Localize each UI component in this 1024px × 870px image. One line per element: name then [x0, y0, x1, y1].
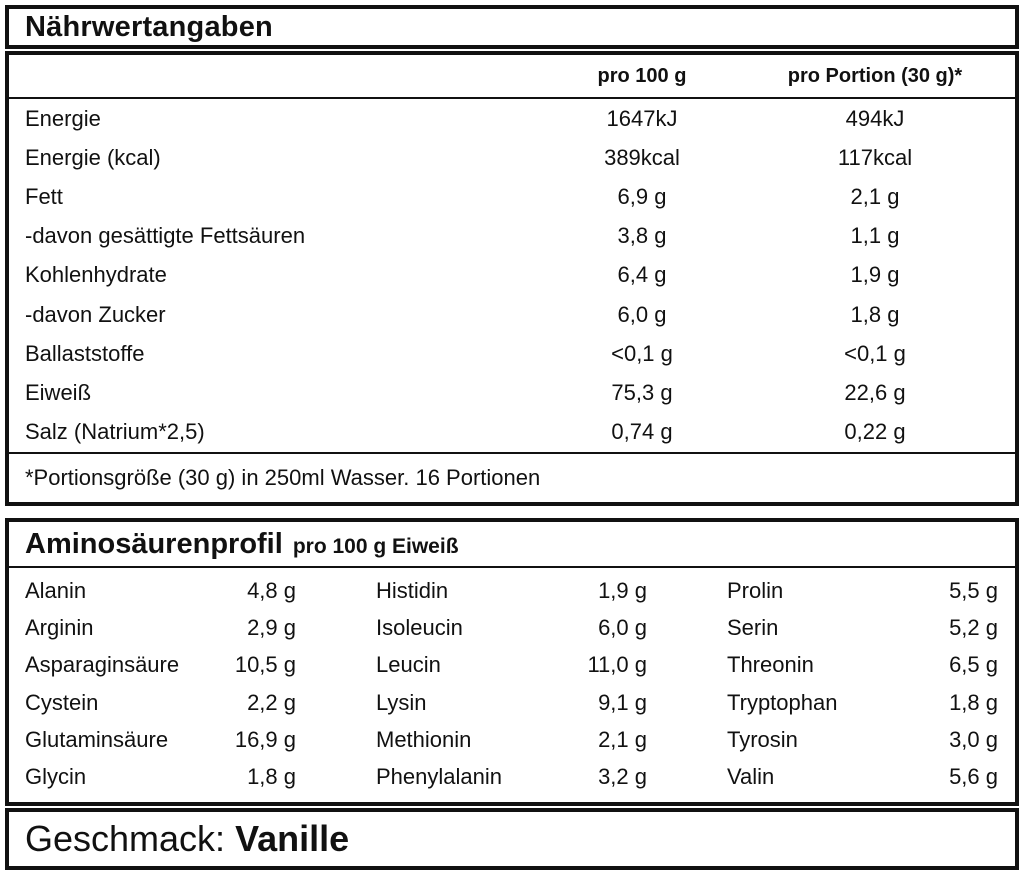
amino-value: 4,8 g: [247, 577, 296, 603]
row-label: Eiweiß: [25, 380, 92, 406]
row-label: Ballaststoffe: [25, 340, 145, 366]
amino-value: 11,0 g: [587, 652, 647, 678]
amino-row: [376, 684, 647, 721]
amino-row: [727, 647, 998, 684]
amino-name: Tryptophan: [727, 689, 838, 715]
table-row: [9, 256, 1015, 295]
row-value-portion: 1,8 g: [850, 301, 900, 327]
row-value-portion: 117kcal: [837, 144, 913, 170]
amino-column-1: [25, 572, 296, 796]
row-label: Salz (Natrium*2,5): [25, 419, 205, 445]
amino-value: 5,2 g: [949, 614, 998, 640]
amino-name: Valin: [727, 764, 775, 790]
row-label: Fett: [25, 184, 63, 210]
column-header-per-portion: pro Portion (30 g)*: [787, 64, 963, 87]
amino-value: 1,8 g: [949, 689, 998, 715]
amino-name: Asparaginsäure: [25, 652, 180, 678]
amino-name: Arginin: [25, 614, 94, 640]
row-label: Energie: [25, 105, 101, 131]
amino-value: 6,0 g: [598, 614, 647, 640]
flavor-label: Geschmack:: [25, 818, 226, 859]
table-row: [9, 334, 1015, 373]
row-value-per100: 1647kJ: [606, 105, 678, 131]
amino-row: [25, 647, 296, 684]
amino-name: Phenylalanin: [376, 764, 502, 790]
amino-row: [25, 609, 296, 646]
table-row: [9, 374, 1015, 413]
table-row: [9, 295, 1015, 334]
table-row: [9, 413, 1015, 452]
amino-acid-profile-box: [5, 518, 1019, 806]
amino-value: 3,2 g: [598, 764, 647, 790]
amino-value: 1,8 g: [247, 764, 296, 790]
amino-name: Threonin: [727, 652, 814, 678]
row-value-per100: 6,0 g: [617, 301, 667, 327]
row-value-per100: 6,4 g: [617, 262, 667, 288]
row-value-per100: 0,74 g: [611, 419, 673, 445]
amino-row: [376, 572, 647, 609]
amino-name: Serin: [727, 614, 779, 640]
amino-row: [376, 721, 647, 758]
flavor-value: Vanille: [235, 818, 350, 859]
amino-name: Glycin: [25, 764, 87, 790]
nutrition-table: [5, 51, 1019, 506]
row-value-per100: 6,9 g: [617, 184, 667, 210]
amino-value: 6,5 g: [949, 652, 998, 678]
row-value-per100: 389kcal: [604, 144, 680, 170]
row-value-per100: <0,1 g: [611, 340, 673, 366]
amino-row: [376, 647, 647, 684]
nutrition-table-header-row: [9, 55, 1015, 99]
amino-name: Histidin: [376, 577, 449, 603]
row-value-portion: 22,6 g: [844, 380, 906, 406]
amino-name: Tyrosin: [727, 726, 798, 752]
amino-value: 10,5 g: [234, 652, 296, 678]
row-value-portion: 494kJ: [845, 105, 905, 131]
nutrition-facts-title: Nährwertangaben: [25, 10, 273, 43]
row-value-portion: 1,1 g: [850, 223, 900, 249]
row-label: Energie (kcal): [25, 144, 161, 170]
amino-row: [25, 721, 296, 758]
amino-value: 2,2 g: [247, 689, 296, 715]
amino-profile-subtitle: pro 100 g Eiweiß: [292, 535, 459, 558]
row-value-portion: 2,1 g: [850, 184, 900, 210]
row-value-per100: 75,3 g: [611, 380, 673, 406]
row-value-portion: 0,22 g: [844, 419, 906, 445]
amino-name: Alanin: [25, 577, 87, 603]
amino-value: 2,1 g: [598, 726, 647, 752]
amino-name: Cystein: [25, 689, 99, 715]
amino-column-2: [376, 572, 647, 796]
amino-column-3: [727, 572, 998, 796]
amino-value: 2,9 g: [247, 614, 296, 640]
table-row: [9, 138, 1015, 177]
amino-value: 9,1 g: [598, 689, 647, 715]
amino-profile-header: [9, 522, 1015, 568]
amino-value: 5,5 g: [949, 577, 998, 603]
amino-name: Leucin: [376, 652, 441, 678]
row-value-portion: 1,9 g: [850, 262, 900, 288]
flavor-box: [5, 808, 1019, 870]
serving-size-footnote: *Portionsgröße (30 g) in 250ml Wasser. 16 Portionen: [9, 452, 1015, 502]
amino-acid-grid: [9, 568, 1015, 802]
amino-row: [727, 572, 998, 609]
row-value-portion: <0,1 g: [844, 340, 906, 366]
amino-row: [727, 609, 998, 646]
amino-value: 5,6 g: [949, 764, 998, 790]
amino-row: [25, 684, 296, 721]
column-header-per-100g: pro 100 g: [597, 64, 687, 87]
row-label: -davon gesättigte Fettsäuren: [25, 223, 306, 249]
row-label: -davon Zucker: [25, 301, 166, 327]
table-row: [9, 217, 1015, 256]
amino-row: [727, 684, 998, 721]
amino-row: [727, 759, 998, 796]
amino-name: Prolin: [727, 577, 784, 603]
amino-name: Isoleucin: [376, 614, 463, 640]
nutrition-facts-title-box: [5, 5, 1019, 49]
amino-row: [376, 759, 647, 796]
amino-name: Glutaminsäure: [25, 726, 169, 752]
table-row: [9, 99, 1015, 138]
amino-profile-title: Aminosäurenprofil: [25, 527, 283, 560]
amino-row: [25, 572, 296, 609]
amino-value: 1,9 g: [598, 577, 647, 603]
amino-name: Methionin: [376, 726, 472, 752]
amino-name: Lysin: [376, 689, 427, 715]
row-value-per100: 3,8 g: [617, 223, 667, 249]
table-row: [9, 177, 1015, 216]
amino-value: 3,0 g: [949, 726, 998, 752]
amino-row: [376, 609, 647, 646]
row-label: Kohlenhydrate: [25, 262, 167, 288]
nutrition-rows: [9, 99, 1015, 452]
amino-row: [727, 721, 998, 758]
amino-value: 16,9 g: [234, 726, 296, 752]
amino-row: [25, 759, 296, 796]
